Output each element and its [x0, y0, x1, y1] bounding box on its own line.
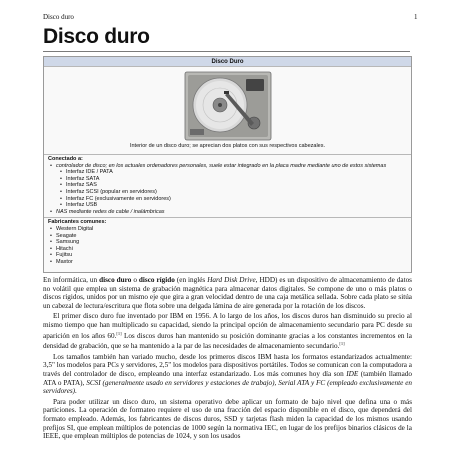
term-english: Hard Disk Drive: [207, 276, 256, 284]
title-divider: [43, 51, 410, 52]
list-item: • controlador de disco; en los actuales ordenadores personales, suele estar integrado en la placa madre mediante uno de estos sistemas: [48, 163, 408, 170]
list-item: • Hitachi: [48, 246, 408, 253]
reference-link[interactable]: [1]: [339, 341, 345, 347]
manufacturers-title: Fabricantes comunes:: [48, 219, 107, 226]
running-title: Disco duro: [43, 13, 74, 21]
list-item: • Interfaz FC (exclusivamente en servidores): [48, 196, 408, 203]
infobox-figure: [44, 67, 411, 155]
manufacturers-section: [44, 218, 411, 267]
paragraph-format: Para poder utilizar un disco duro, un sistema operativo debe aplicar un formato de bajo nivel que defina una o más particiones. La operación de formateo requiere el uso de una fracción del espacio disponible en el disco, que dependerá del formato empleado. Además, los fabricantes de discos duros, SSD y tarjetas flash miden la capacidad de los mismos usando prefijos SI, que emplean múltiplos de potencias de 1000 según la normativa IEC, en lugar de los prefijos binarios clásicos de la IEEE, que emplean múltiplos de potencias de 1024, y son los usados: [43, 397, 412, 441]
reference-link[interactable]: [1]: [116, 330, 122, 336]
paragraph-sizes: Los tamaños también han variado mucho, desde los primeros discos IBM hasta los formatos estandarizados actualmente: 3,5" los modelos para PCs y servidores, 2,5" los modelos para dispositivos portátiles. Todos se comunican con la computadora a través del controlador de disco, empleando una interfaz estandarizado. Los más comunes hoy día son IDE (también llamado ATA o PATA), SCSI (generalmente usado en servidores y estaciones de trabajo), Serial ATA y FC (empleado exclusivamente en servidores).: [43, 352, 412, 396]
manufacturers-list: [48, 226, 408, 266]
list-item: • Fujitsu: [48, 252, 408, 259]
term-disco-duro: disco duro: [99, 276, 132, 284]
connected-list: [48, 163, 408, 216]
list-item: • Maxtor: [48, 259, 408, 266]
infobox-heading: Disco Duro: [44, 57, 411, 67]
hard-drive-image: [184, 71, 272, 141]
list-item: • Seagate: [48, 233, 408, 240]
infobox: [43, 56, 412, 273]
list-item: • NAS mediante redes de cable / inalámbricas: [48, 209, 408, 216]
paragraph-history: El primer disco duro fue inventado por IBM en 1956. A lo largo de los años, los discos duros han disminuido su precio al mismo tiempo que han multiplicado su capacidad, siendo la principal opción de almacenamiento secundario para PC desde su aparición en los años 60.[1] Los discos duros han mantenido su posición dominante gracias a los constantes incrementos en la densidad de grabación, que se ha mantenido a la par de las necesidades de almacenamiento secundario.[1]: [43, 312, 412, 351]
list-item: • Interfaz IDE / PATA: [48, 169, 408, 176]
article-body: [43, 276, 412, 443]
page-number: 1: [414, 13, 418, 21]
term-disco-rigido: disco rígido: [138, 276, 175, 284]
list-item: • Interfaz SATA: [48, 176, 408, 183]
list-item: • Interfaz SAS: [48, 182, 408, 189]
list-item: • Samsung: [48, 239, 408, 246]
connected-title: Conectado a:: [48, 156, 83, 162]
running-header: [0, 0, 452, 24]
list-item: • Interfaz USB: [48, 202, 408, 209]
connected-section: [44, 155, 411, 218]
article-title: Disco duro: [43, 25, 150, 48]
paragraph-intro: En informática, un disco duro o disco rígido (en inglés Hard Disk Drive, HDD) es un dispositivo de almacenamiento de datos no volátil que emplea un sistema de grabación magnética para almacenar datos digitales. Se compone de uno o más platos o discos rígidos, unidos por un mismo eje que gira a gran velocidad dentro de una caja metálica sellada. Sobre cada plato se sitúa un cabezal de lectura/escritura que flota sobre una delgada lámina de aire generada por la rotación de los discos.: [43, 276, 412, 310]
image-caption: Interior de un disco duro; se aprecian dos platos con sus respectivos cabezales.: [129, 143, 326, 149]
list-item: • Interfaz SCSI (popular en servidores): [48, 189, 408, 196]
list-item: • Western Digital: [48, 226, 408, 233]
